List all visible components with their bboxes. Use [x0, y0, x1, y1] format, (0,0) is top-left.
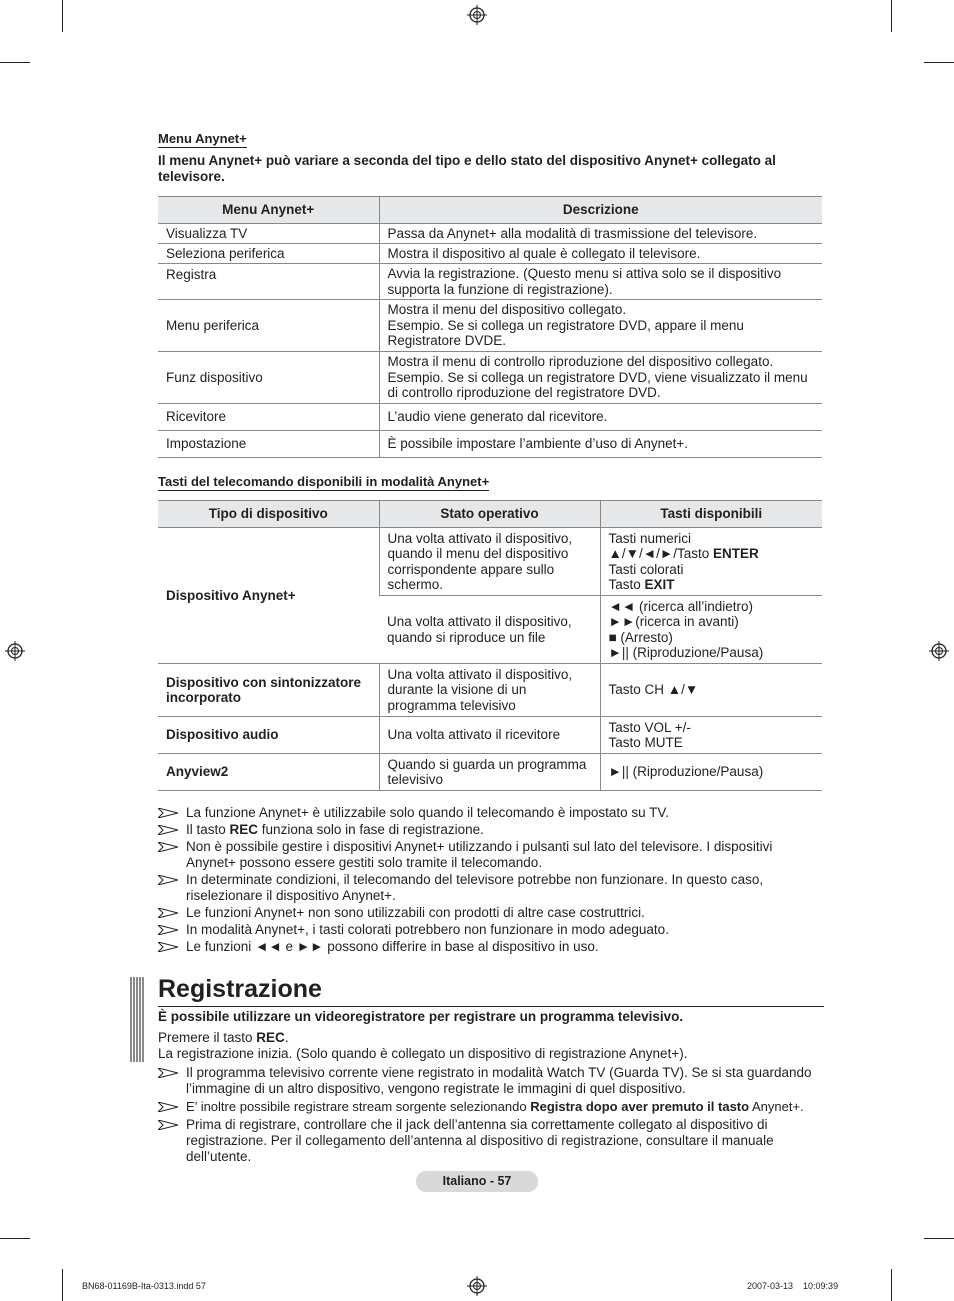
desc-cell: Avvia la registrazione. (Questo menu si attiva solo se il dispositivo supporta la funzione di registrazione). — [379, 264, 822, 300]
desc-cell: Mostra il menu del dispositivo collegato. Esempio. Se si collega un registratore DVD, appare il menu Registratore DVDE. — [379, 300, 822, 352]
keys-line: ■ (Arresto) — [608, 629, 673, 645]
notes-list — [158, 805, 822, 955]
menu-cell: Impostazione — [158, 431, 379, 458]
table-row — [158, 431, 822, 458]
column-header: Tasti disponibili — [600, 501, 822, 528]
crop-mark — [62, 0, 63, 32]
column-header: Stato operativo — [379, 501, 600, 528]
note-text — [186, 822, 484, 838]
registrazione-step — [158, 1030, 824, 1046]
step-suffix: . — [284, 1030, 289, 1045]
keys-line — [609, 546, 815, 562]
menu-cell: Menu periferica — [158, 300, 379, 352]
note-text: Non è possibile gestire i dispositivi Anynet+ utilizzando i pulsanti sul lato del televisore. I dispositivi Anynet+ possono essere gestiti solo tramite il telecomando. — [186, 839, 773, 870]
crop-mark — [62, 1269, 63, 1301]
keys-line: Tasti numerici — [608, 530, 692, 546]
registration-mark-icon — [5, 641, 25, 661]
keys-line: ►►(ricerca in avanti) — [608, 614, 739, 629]
menu-cell: Ricevitore — [158, 404, 379, 431]
desc-cell: Passa da Anynet+ alla modalità di trasmissione del televisore. — [379, 224, 822, 244]
keys-line — [609, 577, 815, 593]
section-title: Registrazione — [158, 975, 322, 1003]
table-row — [158, 264, 822, 300]
menu-intro-text: Il menu Anynet+ può variare a seconda del tipo e dello stato del dispositivo Anynet+ collegato al televisore. — [158, 153, 776, 184]
note-arrow-icon — [158, 1117, 186, 1165]
column-header: Menu Anynet+ — [158, 197, 379, 224]
device-type-cell: Dispositivo con sintonizzatore incorporato — [158, 664, 379, 717]
table-row — [158, 754, 822, 791]
desc-cell: L’audio viene generato dal ricevitore. — [379, 404, 822, 431]
keys-line: ◄◄ (ricerca all’indietro) — [608, 598, 754, 614]
keys-line: Tasto MUTE — [608, 735, 683, 750]
enter-key-label: ENTER — [712, 546, 759, 561]
table-row — [158, 404, 822, 431]
table-row — [158, 717, 822, 754]
exit-key-label: EXIT — [644, 577, 675, 592]
device-type-cell: Anyview2 — [158, 754, 379, 791]
keys-cell: ►|| (Riproduzione/Pausa) — [600, 754, 822, 791]
registration-mark-icon — [929, 641, 949, 661]
section-heading-menu-anynet: Menu Anynet+ — [158, 131, 247, 146]
note-arrow-icon — [158, 839, 186, 871]
note-arrow-icon — [158, 1099, 186, 1115]
note-text: Le funzioni Anynet+ non sono utilizzabili con prodotti di altre case costruttrici. — [186, 905, 645, 920]
registration-mark-icon — [467, 5, 487, 25]
note-item — [158, 1117, 824, 1165]
registrazione-body — [158, 1009, 824, 1165]
keys-line: Tasti colorati — [608, 561, 684, 577]
menu-cell: Visualizza TV — [158, 224, 379, 244]
menu-cell: Registra — [158, 264, 379, 300]
crop-mark — [924, 62, 954, 63]
keys-cell: Tasto CH ▲/▼ — [600, 664, 822, 717]
desc-cell: Mostra il menu di controllo riproduzione del dispositivo collegato. Esempio. Se si collega un registratore DVD, viene visualizzato il menu di controllo riproduzione del registratore DVD. — [379, 352, 822, 404]
note-item — [158, 905, 822, 921]
note-text: La funzione Anynet+ è utilizzabile solo quando il telecomando è impostato su TV. — [186, 805, 669, 820]
menu-cell: Funz dispositivo — [158, 352, 379, 404]
note-arrow-icon — [158, 822, 186, 838]
note-item — [158, 872, 822, 904]
table-row — [158, 352, 822, 404]
note-text-suffix: Anynet+. — [749, 1099, 804, 1114]
state-cell: Quando si guarda un programma televisivo — [379, 754, 600, 791]
note-item — [158, 1065, 824, 1097]
crop-mark — [891, 1269, 892, 1301]
table-header-row — [158, 197, 822, 224]
table-row — [158, 244, 822, 264]
note-text-suffix: funziona solo in fase di registrazione. — [258, 822, 484, 837]
keys-cell — [600, 528, 822, 596]
note-arrow-icon — [158, 1065, 186, 1097]
column-header: Descrizione — [379, 197, 822, 224]
note-text-prefix: E’ inoltre possibile registrare stream sorgente selezionando — [186, 1099, 531, 1114]
section-side-bar — [130, 977, 144, 1062]
rec-key-label: REC — [256, 1030, 285, 1045]
crop-mark — [924, 1238, 954, 1239]
keys-line: Tasto VOL +/- — [608, 719, 691, 735]
note-text: Il programma televisivo corrente viene registrato in modalità Watch TV (Guarda TV). Se si sta guardando l’immagine di un altro dispositivo, vengono registrate le immagini di quel dispositivo. — [186, 1065, 812, 1096]
crop-mark — [891, 0, 892, 32]
page-number-badge: Italiano - 57 — [416, 1171, 538, 1192]
table-row — [158, 300, 822, 352]
remote-keys-table — [158, 500, 822, 791]
footer-file-name: BN68-01169B-Ita-0313.indd 57 — [82, 1281, 206, 1291]
note-arrow-icon — [158, 805, 186, 821]
note-text: Le funzioni ◄◄ e ►► possono differire in base al dispositivo in uso. — [186, 939, 599, 954]
rec-key-label: REC — [229, 822, 259, 837]
note-text: Prima di registrare, controllare che il jack dell’antenna sia correttamente collegato al dispositivo di registrazione. Per il collegamento dell’antenna al dispositivo di registrazione, consultare il manuale dell’utente. — [186, 1117, 774, 1164]
desc-cell: È possibile impostare l’ambiente d’uso di Anynet+. — [379, 431, 822, 458]
state-cell: Una volta attivato il dispositivo, quando il menu del dispositivo corrispondente appare sullo schermo. — [379, 528, 600, 596]
key-prefix-text: Tasto — [608, 577, 645, 592]
registration-mark-icon — [467, 1276, 487, 1296]
menu-cell: Seleziona periferica — [158, 244, 379, 264]
note-item — [158, 839, 822, 871]
registrazione-result: La registrazione inizia. (Solo quando è collegato un dispositivo di registrazione Anynet+). — [158, 1046, 688, 1061]
device-type-cell: Dispositivo Anynet+ — [158, 528, 379, 664]
keys-cell — [600, 596, 822, 664]
note-arrow-icon — [158, 922, 186, 938]
registrazione-lead: È possibile utilizzare un videoregistratore per registrare un programma televisivo. — [158, 1009, 684, 1024]
keys-line: ►|| (Riproduzione/Pausa) — [608, 645, 764, 660]
step-prefix: Premere il tasto — [158, 1030, 257, 1045]
note-arrow-icon — [158, 939, 186, 955]
note-arrow-icon — [158, 872, 186, 904]
arrow-keys-text: ▲/▼/◄/►/Tasto — [608, 546, 713, 561]
state-cell: Una volta attivato il ricevitore — [379, 717, 600, 754]
note-text — [186, 1099, 804, 1115]
state-cell: Una volta attivato il dispositivo, quando si riproduce un file — [379, 596, 600, 664]
note-text-prefix: Il tasto — [186, 822, 230, 837]
note-text: In determinate condizioni, il telecomando del televisore potrebbe non funzionare. In questo caso, riselezionare il dispositivo Anynet+. — [186, 872, 764, 903]
table-row — [158, 664, 822, 717]
note-item — [158, 922, 822, 938]
note-item — [158, 1099, 824, 1115]
table-row — [158, 528, 822, 596]
column-header: Tipo di dispositivo — [158, 501, 379, 528]
state-cell: Una volta attivato il dispositivo, durante la visione di un programma televisivo — [379, 664, 600, 717]
note-bold-text: Registra dopo aver premuto il tasto — [530, 1099, 750, 1114]
keys-cell — [600, 717, 822, 754]
device-type-cell: Dispositivo audio — [158, 717, 379, 754]
section-heading-remote-keys: Tasti del telecomando disponibili in modalità Anynet+ — [158, 474, 490, 489]
note-item — [158, 822, 822, 838]
anynet-menu-table — [158, 196, 822, 458]
table-header-row — [158, 501, 822, 528]
crop-mark — [0, 1238, 30, 1239]
section-title-rule — [158, 1006, 824, 1007]
note-item — [158, 939, 822, 955]
table-row — [158, 224, 822, 244]
note-text: In modalità Anynet+, i tasti colorati potrebbero non funzionare in modo adeguato. — [186, 922, 669, 937]
note-item — [158, 805, 822, 821]
note-arrow-icon — [158, 905, 186, 921]
footer-timestamp: 2007-03-13 10:09:39 — [747, 1281, 839, 1291]
desc-cell: Mostra il dispositivo al quale è collegato il televisore. — [379, 244, 822, 264]
crop-mark — [0, 62, 30, 63]
